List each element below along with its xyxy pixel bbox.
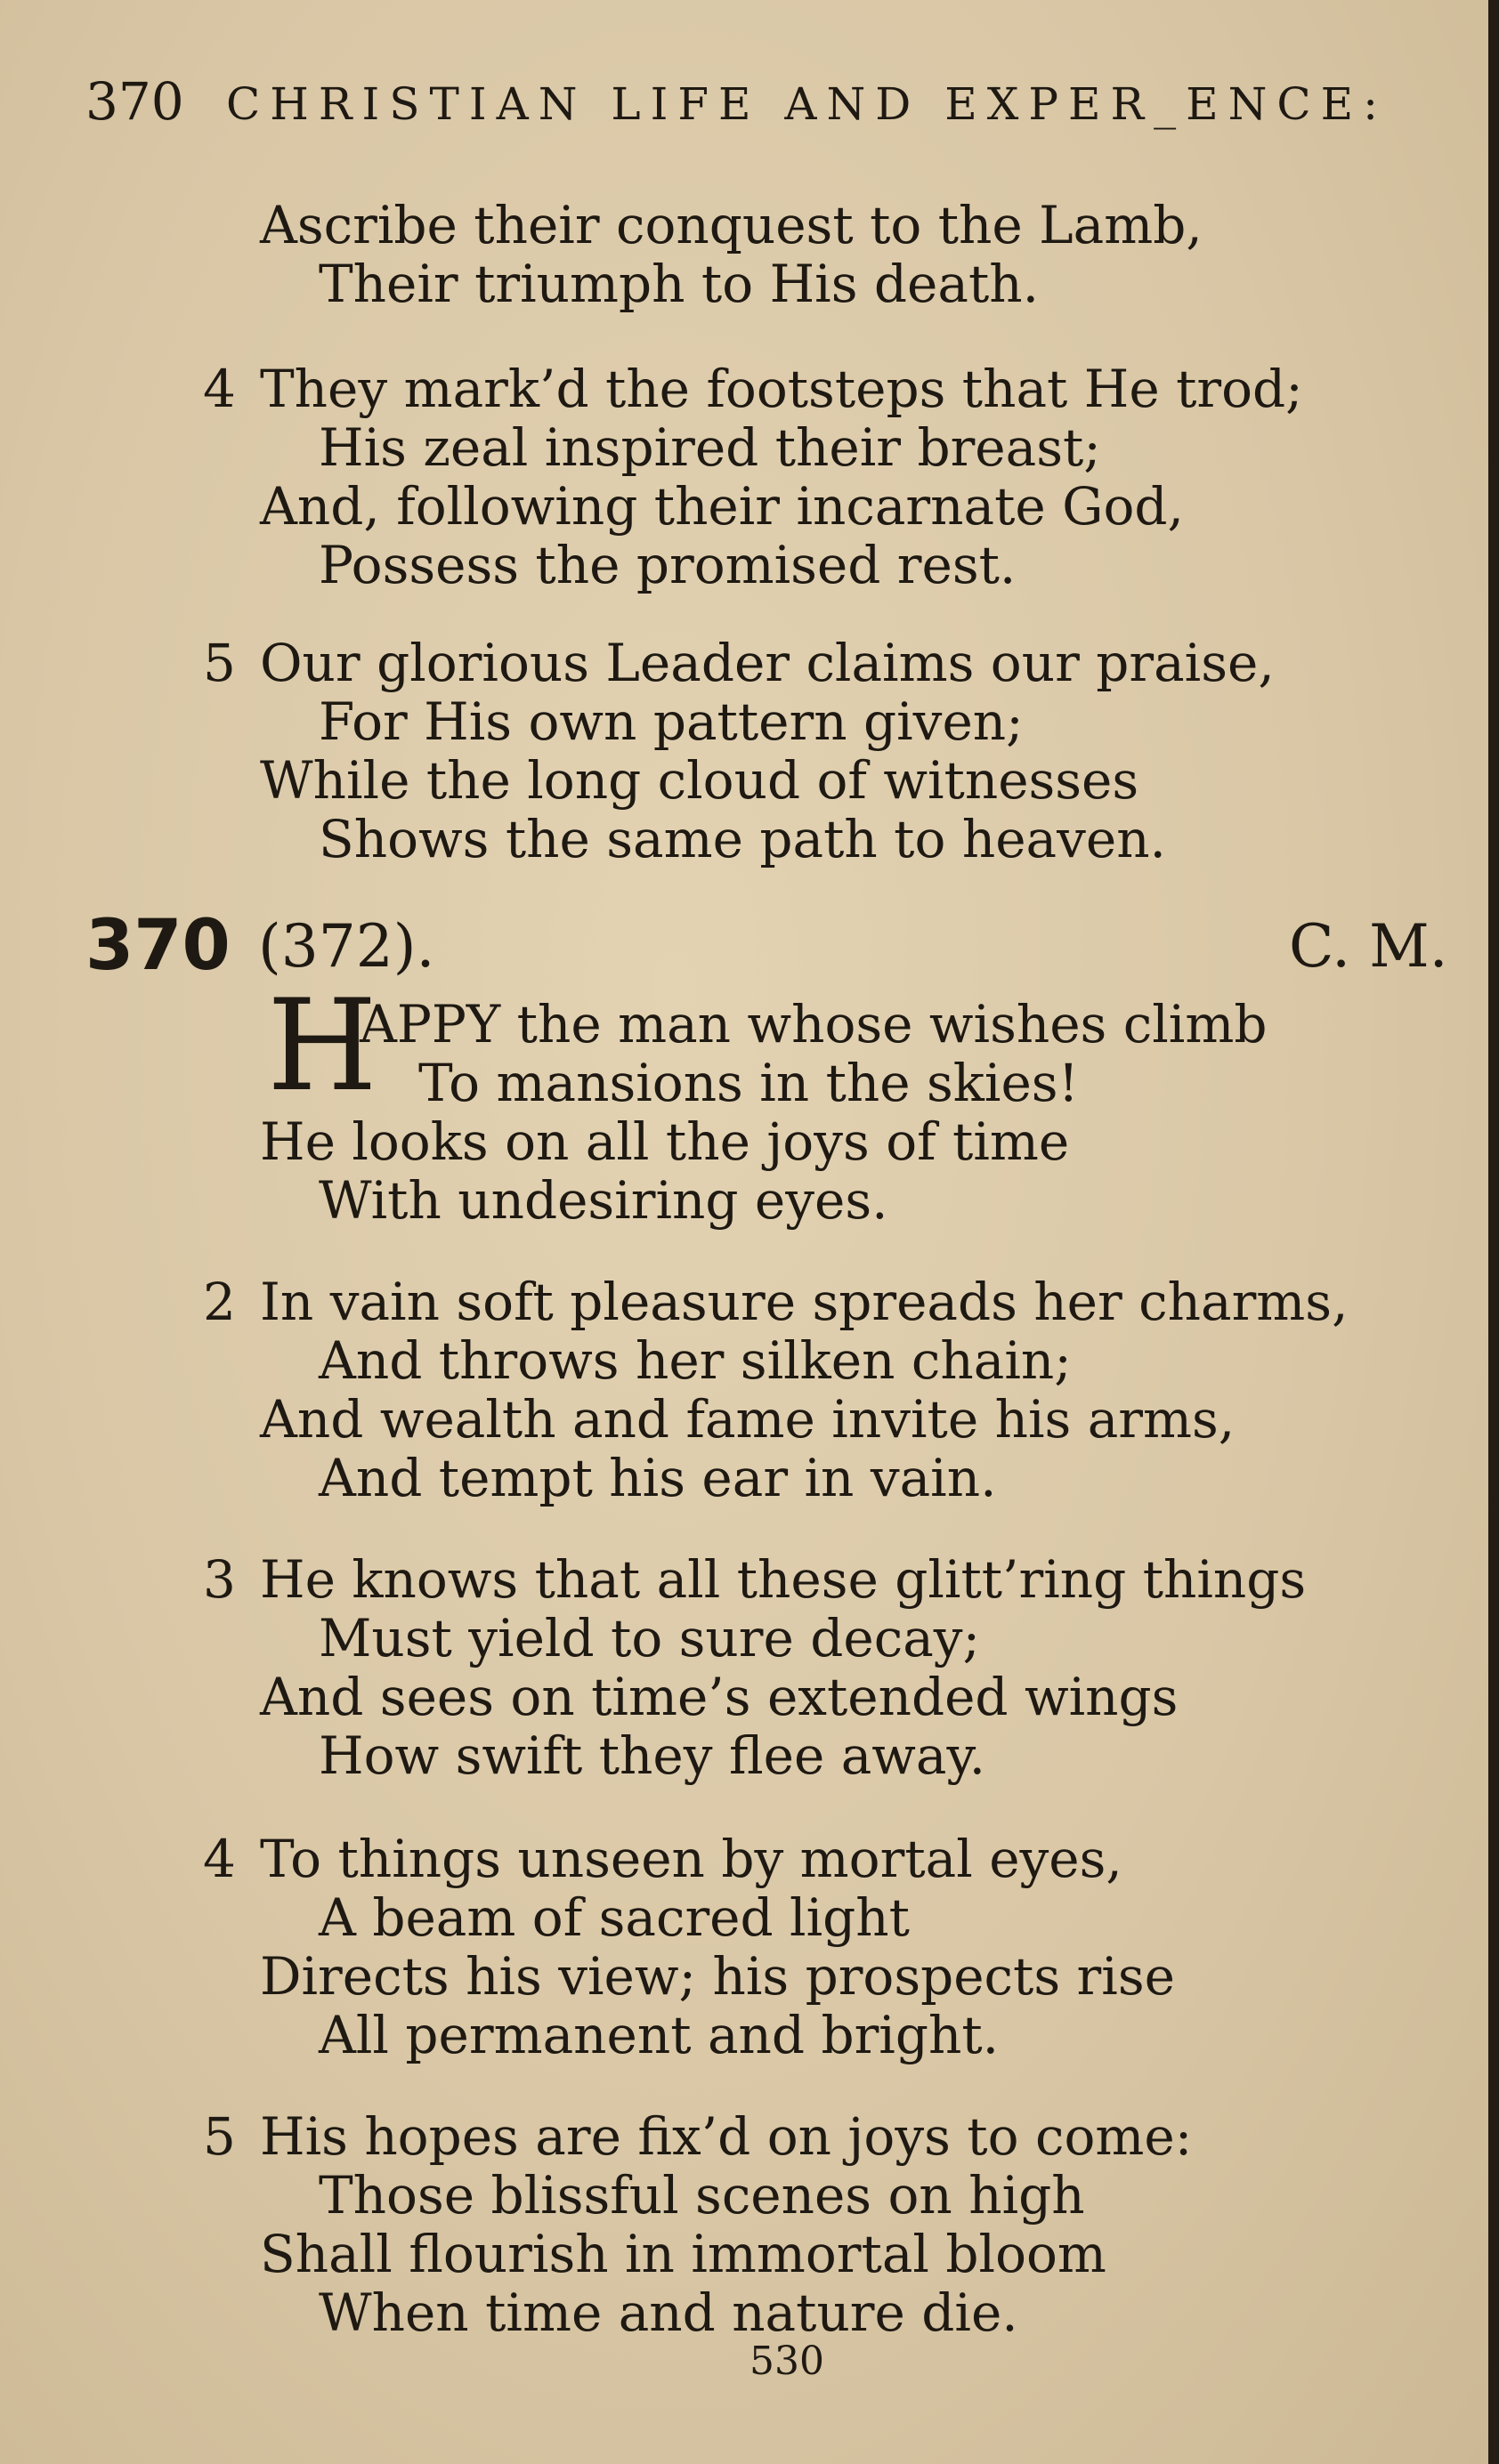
folio-number: 530	[750, 2339, 824, 2384]
continuation-line: Ascribe their conquest to the Lamb,	[260, 195, 1203, 255]
stanza-line: His zeal inspired their breast;	[319, 417, 1101, 478]
stanza-line: And, following their incarnate God,	[260, 476, 1184, 537]
stanza-line: His hopes are fix’d on joys to come:	[260, 2106, 1193, 2167]
stanza-line: Our glorious Leader claims our praise,	[260, 633, 1275, 693]
running-title: CHRISTIAN LIFE AND EXPER_ENCE:	[226, 78, 1388, 130]
stanza-line: Must yield to sure decay;	[319, 1608, 981, 1668]
stanza-line: And sees on time’s extended wings	[260, 1667, 1179, 1727]
stanza-line: When time and nature die.	[319, 2282, 1018, 2343]
stanza-line: They mark’d the footsteps that He trod;	[260, 359, 1303, 419]
stanza-line: And wealth and fame invite his arms,	[260, 1389, 1236, 1450]
stanza-line: Directs his view; his prospects rise	[260, 1946, 1175, 2007]
stanza-number: 4	[203, 359, 236, 419]
page-edge	[1488, 0, 1499, 2464]
stanza-line: A beam of sacred light	[319, 1887, 910, 1948]
running-head	[85, 69, 1438, 136]
stanza-line: With undesiring eyes.	[319, 1170, 888, 1231]
drop-cap: H	[267, 973, 377, 1119]
stanza-number: 2	[203, 1272, 236, 1332]
stanza-line: How swift they flee away.	[319, 1725, 986, 1786]
stanza-number: 4	[203, 1829, 236, 1889]
hymn-number: 370	[85, 906, 231, 986]
stanza-line: And throws her silken chain;	[319, 1330, 1072, 1391]
stanza-line: And tempt his ear in vain.	[319, 1448, 997, 1508]
stanza-line: Shall flourish in immortal bloom	[260, 2224, 1106, 2284]
stanza-line: In vain soft pleasure spreads her charms,	[260, 1272, 1349, 1332]
stanza-line: For His own pattern given;	[319, 691, 1024, 752]
stanza-line: All permanent and bright.	[319, 2005, 1000, 2065]
stanza-line: Those blissful scenes on high	[319, 2165, 1085, 2226]
continuation-line: Their triumph to His death.	[319, 254, 1040, 314]
page-number: 370	[85, 71, 184, 132]
stanza-line: Possess the promised rest.	[319, 535, 1017, 595]
stanza-number: 5	[203, 633, 236, 693]
stanza-line: To mansions in the skies!	[418, 1053, 1079, 1113]
hymn-alt-number: (372).	[258, 912, 435, 981]
stanza-line: While the long cloud of witnesses	[260, 750, 1139, 811]
stanza-line: Shows the same path to heaven.	[319, 809, 1166, 869]
stanza-line: He knows that all these glitt’ring things	[260, 1549, 1307, 1610]
stanza-line: APPY the man whose wishes climb	[360, 994, 1268, 1054]
stanza-number: 3	[203, 1549, 236, 1610]
stanza-line: To things unseen by mortal eyes,	[260, 1829, 1122, 1889]
hymn-meter: C. M.	[1289, 912, 1448, 981]
stanza-number: 5	[203, 2106, 236, 2167]
stanza-line: He looks on all the joys of time	[260, 1111, 1070, 1172]
